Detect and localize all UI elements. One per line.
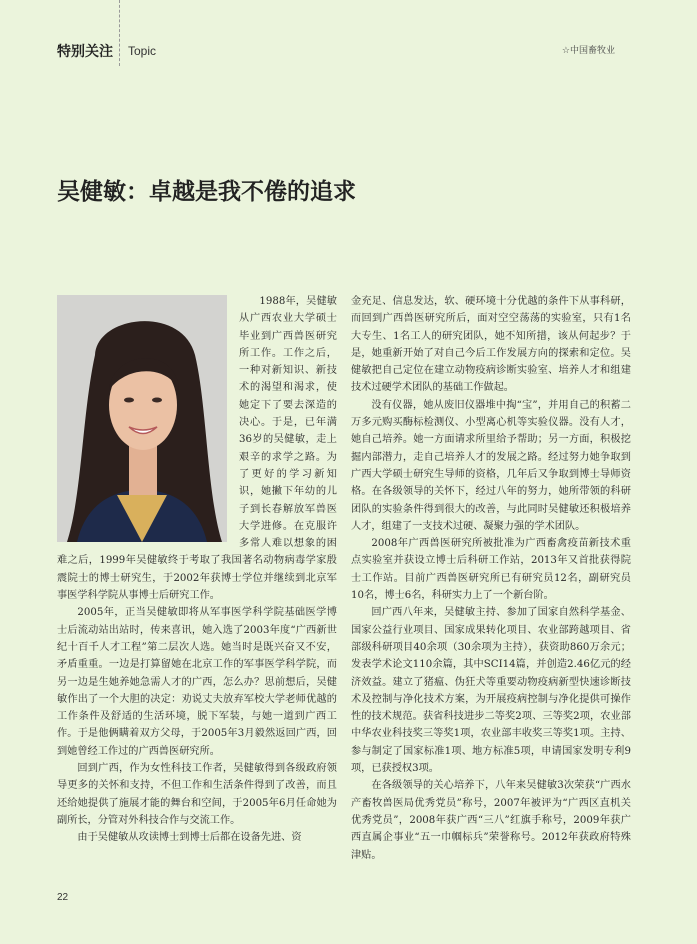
publication-name: ☆中国畜牧业 bbox=[561, 46, 615, 56]
article-title: 吴健敏：卓越是我不倦的追求 bbox=[57, 179, 356, 205]
paragraph-continued: 金充足、信息发达，软、硬环境十分优越的条件下从事科研，而回到广西兽医研究所后，面对空空荡荡的实验室，只有1名大专生、1名工人的研究团队，她不知所措，该从何起步？于是，她重新开始了对自己今后工作发展方向的探索和定位。吴健敏把自己定位在建立动物疫病诊断实验室、培养人才和组建技术过硬学术团队的基础工作做起。 bbox=[351, 296, 631, 394]
paragraph: 在各级领导的关心培养下，八年来吴健敏3次荣获“广西水产畜牧兽医局优秀党员”称号，2007年被评为“广西区直机关优秀党员”，2008年获广西“三八”红旗手称号，2009年获广西直属企事业“五一巾帼标兵”荣誉称号。2012年获政府特殊津贴。 bbox=[351, 780, 631, 861]
paragraph: 回到广西，作为女性科技工作者，吴健敏得到各级政府领导更多的关怀和支持，不但工作和生活条件得到了改善，而且还给她提供了施展才能的舞台和空间，于2005年6月任命她为副所长，分管对外科技合作与交流工作。 bbox=[57, 763, 337, 826]
section-label: 特别关注 bbox=[57, 44, 113, 60]
photo-wrap-spacer bbox=[57, 293, 239, 548]
article-column-right bbox=[351, 293, 631, 864]
paragraph: 2008年广西兽医研究所被批准为广西畜禽疫苗新技术重点实验室并获设立博士后科研工作站，2013年又首批获得院士工作站。目前广西兽医研究所已有研究员12名，副研究员10名，博士6名，科研实力上了一个新台阶。 bbox=[351, 538, 631, 602]
paragraph: 回广西八年来，吴健敏主持、参加了国家自然科学基金、国家公益行业项目、国家成果转化项目、农业部跨越项目、省部级科研项目40余项（30余项为主持），获资助860万余元；发表学术论文110余篇，其中SCI14篇，并创造2.46亿元的经济效益。建立了猪瘟、伪狂犬等重要动物疫病新型快速诊断技术及控制与净化技术方案，为开展疫病控制与净化提供可操作性的技术规范。获省科技进步二等奖2项、三等奖2项，农业部中华农业科技奖三等奖1项，农业部丰收奖三等奖1项。主持、参与制定了国家标准1项、地方标准5项，申请国家发明专利9项，已获授权3项。 bbox=[351, 607, 631, 775]
paragraph: 没有仪器，她从废旧仪器堆中掏“宝”，并用自己的积蓄二万多元购买酶标检测仪、小型离心机等实验仪器。没有人才，她自己培养。她一方面请求所里给予帮助；另一方面，积极挖掘内部潜力，走自己培养人才的发展之路。经过努力她争取到广西大学硕士研究生导师的资格，几年后又争取到博士导师资格。在各级领导的关怀下，经过八年的努力，她所带领的科研团队的实验条件得到很大的改善，与此同时吴健敏还积极培养人才，组建了一支技术过硬、凝聚力强的学术团队。 bbox=[351, 399, 631, 532]
article-column-left bbox=[57, 293, 337, 847]
paragraph: 由于吴健敏从攻读博士到博士后都在设备先进、资 bbox=[77, 832, 302, 844]
paragraph: 1988年，吴健敏从广西农业大学硕士毕业到广西兽医研究所工作。工作之后，一种对新知识、新技术的渴望和渴求，使她定下了要去深造的决心。于是，已年满36岁的吴健敏，走上艰辛的求学之路。为了更好的学习新知识，她撇下年幼的儿子到长春解放军兽医大学进修。在克服许多常人难以想象的困难之后，1999年吴健敏终于考取了我国著名动物病毒学家殷震院士的博士研究生，于2002年获博士学位并继续到北京军事医学科学院从事博士后研究工作。 bbox=[57, 296, 337, 602]
header-divider bbox=[119, 0, 120, 66]
section-label-en: Topic bbox=[128, 44, 157, 58]
paragraph: 2005年，正当吴健敏即将从军事医学科学院基础医学博士后流动站出站时，传来喜讯，她入选了2003年度“广西新世纪十百千人才工程”第二层次人选。她当时是既兴奋又不安，矛盾重重。一边是打算留她在北京工作的军事医学科学院，而另一边是生她养她急需人才的广西，怎么办？思前想后，吴健敏作出了一个大胆的决定：劝说丈夫放弃军校大学老师优越的工作条件及舒适的生活环境，脱下军装，与她一道到广西工作。于是他俩瞒着双方父母，于2005年3月毅然返回广西，回到她曾经工作过的广西兽医研究所。 bbox=[57, 607, 337, 757]
page-number: 22 bbox=[57, 892, 69, 903]
